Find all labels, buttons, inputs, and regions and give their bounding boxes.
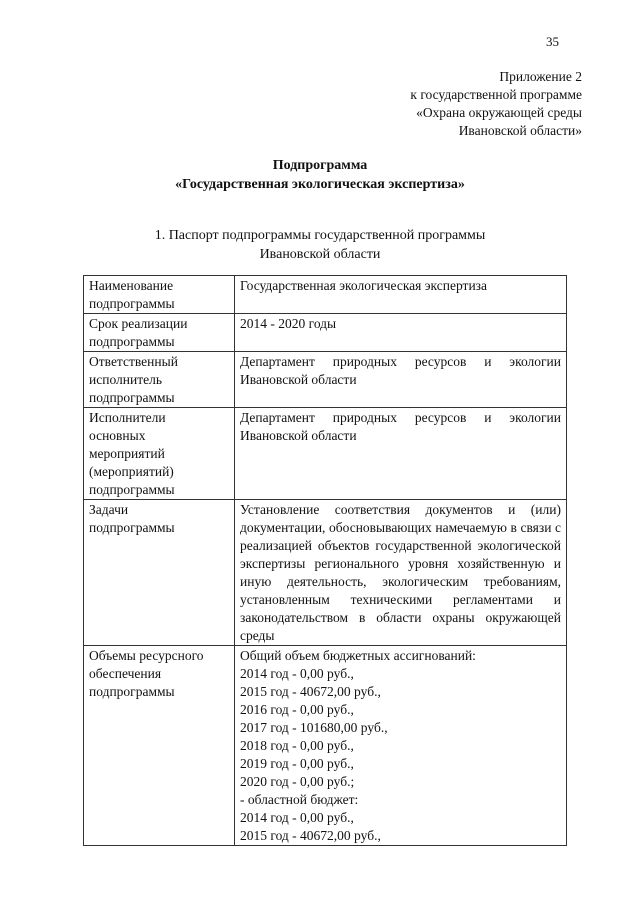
table-row — [84, 646, 567, 846]
table-row — [84, 408, 567, 500]
row-label — [84, 646, 235, 846]
row-value: Департамент природных ресурсов и экологии Ивановской области — [235, 352, 567, 408]
row-label-line: Ответственный — [89, 354, 178, 369]
table-row — [84, 352, 567, 408]
appendix-line: к государственной программе — [410, 87, 582, 102]
budget-line: 2016 год - 0,00 руб., — [240, 702, 354, 717]
appendix-caption — [410, 68, 582, 140]
budget-line: Общий объем бюджетных ассигнований: — [240, 648, 476, 663]
row-value — [235, 646, 567, 846]
row-label-line: Исполнители — [89, 410, 166, 425]
row-label-line: Наименование — [89, 278, 174, 293]
table-row — [84, 314, 567, 352]
row-label-line: подпрограммы — [89, 390, 175, 405]
row-label-line: подпрограммы — [89, 296, 175, 311]
row-label-line: подпрограммы — [89, 520, 175, 535]
row-label-line: Срок реализации — [89, 316, 188, 331]
row-label-line: Объемы ресурсного — [89, 648, 204, 663]
passport-heading-line: Ивановской области — [259, 247, 381, 262]
budget-line: 2020 год - 0,00 руб.; — [240, 774, 355, 789]
row-label — [84, 500, 235, 646]
budget-line: 2019 год - 0,00 руб., — [240, 756, 354, 771]
budget-line: 2018 год - 0,00 руб., — [240, 738, 354, 753]
row-label-line: Задачи — [89, 502, 129, 517]
passport-table — [83, 275, 567, 846]
budget-line: 2014 год - 0,00 руб., — [240, 810, 354, 825]
table-row — [84, 500, 567, 646]
appendix-line: «Охрана окружающей среды — [416, 105, 582, 120]
subprogram-heading-line: Подпрограмма — [272, 158, 368, 173]
appendix-line: Ивановской области» — [458, 123, 582, 138]
row-value: Департамент природных ресурсов и экологии Ивановской области — [235, 408, 567, 500]
budget-line: - областной бюджет: — [240, 792, 359, 807]
budget-line: 2015 год - 40672,00 руб., — [240, 828, 381, 843]
row-label — [84, 276, 235, 314]
row-value: Государственная экологическая экспертиза — [235, 276, 567, 314]
row-label-line: подпрограммы — [89, 684, 175, 699]
budget-line: 2014 год - 0,00 руб., — [240, 666, 354, 681]
budget-line: 2015 год - 40672,00 руб., — [240, 684, 381, 699]
subprogram-heading — [0, 156, 640, 194]
row-label — [84, 314, 235, 352]
page-number: 35 — [546, 34, 559, 49]
row-value: Установление соответствия документов и (или) документации, обосновывающих намечаемую в связи с реализацией объектов государственной экологической экспертизы регионального уровня хозяйственную и иную деятельность, экологическим требованиям, установленным техническими регламентами и законодательством в области охраны окружающей среды — [235, 500, 567, 646]
row-label — [84, 352, 235, 408]
row-label-line: основных — [89, 428, 146, 443]
row-label-line: обеспечения — [89, 666, 162, 681]
budget-line: 2017 год - 101680,00 руб., — [240, 720, 388, 735]
row-label-line: подпрограммы — [89, 334, 175, 349]
row-label-line: (мероприятий) — [89, 464, 174, 479]
row-value: 2014 - 2020 годы — [235, 314, 567, 352]
passport-heading-line: 1. Паспорт подпрограммы государственной программы — [154, 228, 486, 243]
table-row — [84, 276, 567, 314]
row-label-line: мероприятий — [89, 446, 165, 461]
row-label-line: подпрограммы — [89, 482, 175, 497]
row-label — [84, 408, 235, 500]
passport-heading — [0, 226, 640, 264]
appendix-line: Приложение 2 — [499, 69, 582, 84]
subprogram-title: «Государственная экологическая экспертиза» — [175, 177, 465, 192]
row-label-line: исполнитель — [89, 372, 162, 387]
